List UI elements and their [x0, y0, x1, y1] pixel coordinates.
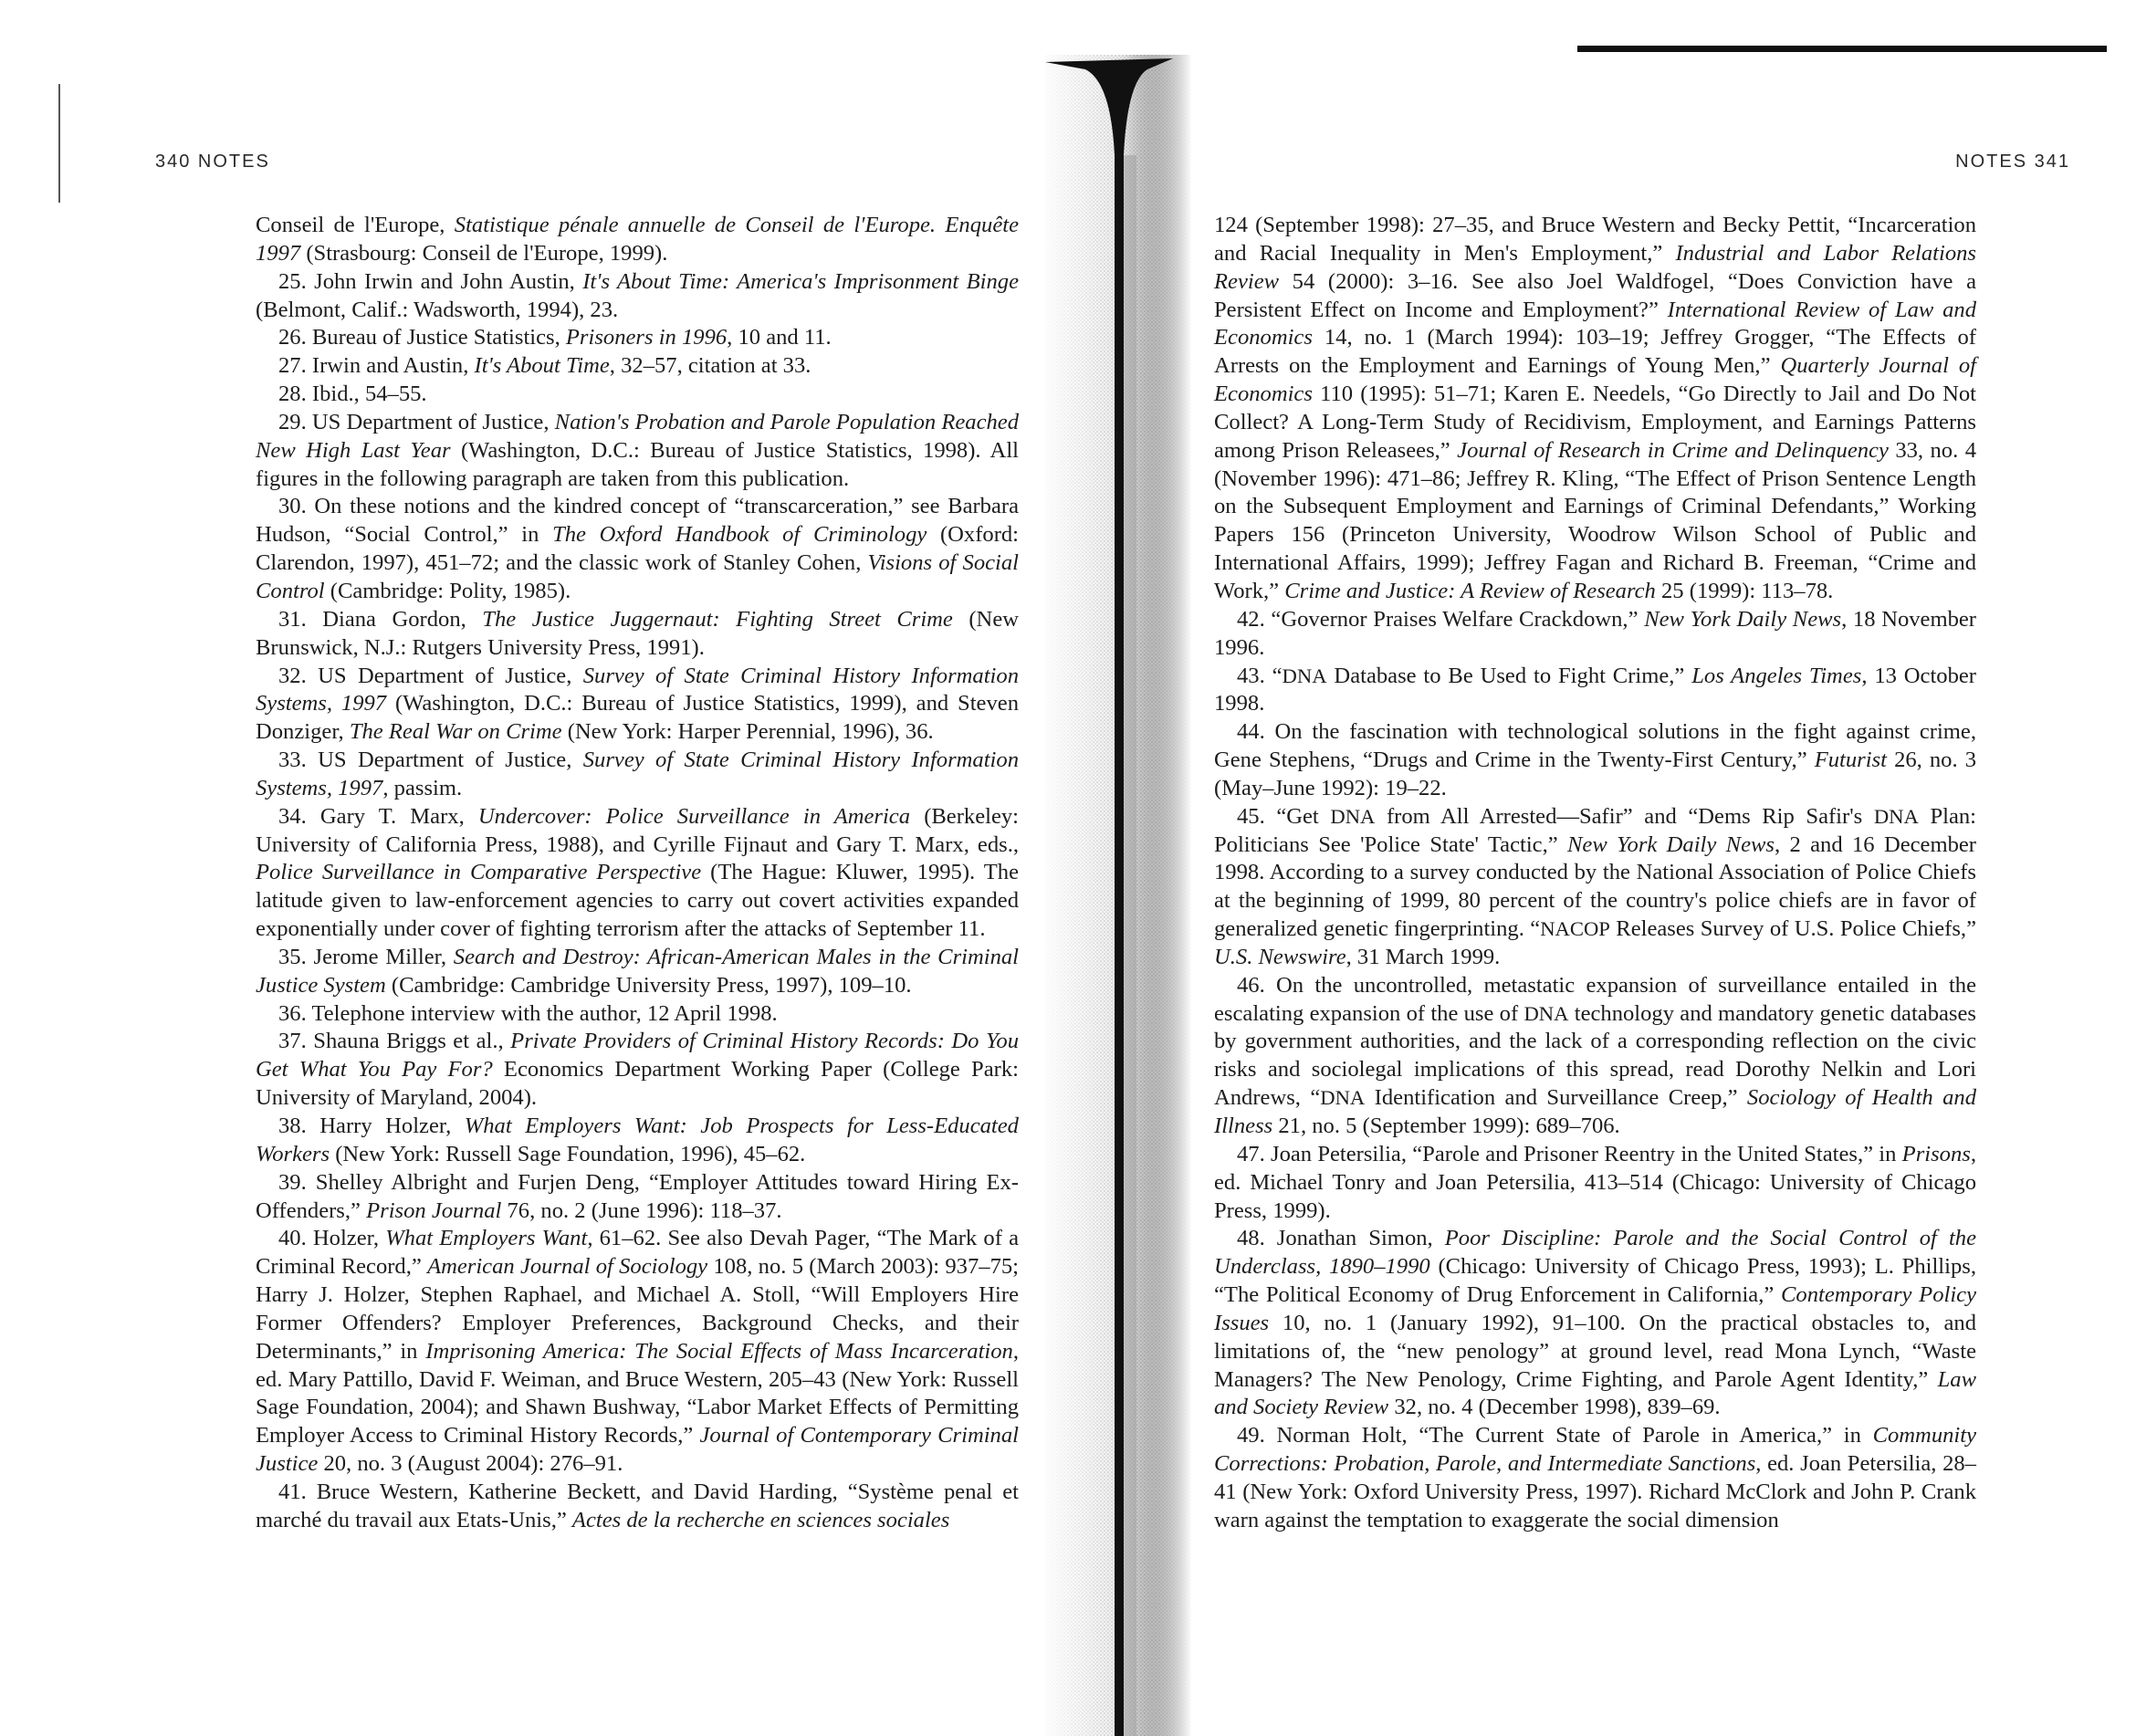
note-text: 31. Diana Gordon, [278, 606, 483, 632]
note-text: DNA [1330, 804, 1376, 828]
note-n44 [1214, 718, 1976, 803]
note-text: 46. On the uncontrolled, metastatic expansion of surveillance entailed in the escalating expansion of the use of [1214, 972, 1976, 1026]
note-n26 [256, 324, 1019, 352]
note-text: 39. Shelley Albright and Furjen Deng, “Employer Attitudes toward Hiring Ex-Offenders,” [256, 1169, 1019, 1223]
citation-title: Crime and Justice: A Review of Research [1284, 578, 1656, 603]
note-text: (The Hague: Kluwer, 1995). The latitude given to law-enforcement agencies to carry out covert activities expanded exponentially under cover of fighting terrorism after the attacks of September 11. [256, 860, 1019, 942]
citation-title: Undercover: Police Surveillance in America [477, 803, 911, 829]
note-n33 [256, 747, 1019, 803]
citation-title: Prisoners in 1996 [565, 325, 728, 350]
citation-title: The Justice Juggernaut: Fighting Street Crime [482, 606, 953, 632]
note-text: , 32–57, citation at 33. [609, 353, 811, 379]
note-text: 32. US Department of Justice, [278, 663, 583, 688]
note-text: , 13 October 1998. [1214, 663, 1976, 716]
note-text: Conseil de l'Europe, [256, 213, 455, 237]
note-text: (Chicago: University of Chicago Press, 1993); L. Phillips, “The Political Economy of Drug Enforcement in California,” [1214, 1254, 1976, 1308]
note-text: 34. Gary T. Marx, [278, 803, 478, 829]
note-text: 33, no. 4 (November 1996): 471–86; Jeffrey R. Kling, “The Effect of Prison Sentence Length on the Subsequent Employment and Earnings of Criminal Defendants,” Working Papers 156 (Princeton University, Woodrow Wilson School of Public and International Affairs, 1999); Jeffrey Fagan and Richard B. Freeman, “Crime and Work,” [1214, 437, 1976, 603]
citation-title: Imprisoning America: The Social Effects of Mass Incarceration [425, 1338, 1013, 1364]
note-text: 49. Norman Holt, “The Current State of Parole in America,” in [1237, 1423, 1873, 1448]
note-text: (Strasbourg: Conseil de l'Europe, 1999). [300, 240, 668, 266]
note-text: 26. Bureau of Justice Statistics, [278, 325, 566, 350]
note-text: , 10 and 11. [727, 325, 832, 350]
note-n25 [256, 268, 1019, 325]
citation-title: Industrial and Labor Relations Review [1214, 240, 1976, 294]
citation-title: Prisons [1901, 1141, 1971, 1166]
note-text: from All Arrested—Safir” and “Dems Rip Safir's [1375, 803, 1874, 829]
note-n49 [1214, 1422, 1976, 1534]
citation-title: Los Angeles Times [1691, 663, 1862, 688]
note-text: , 61–62. See also Devah Pager, “The Mark of a Criminal Record,” [256, 1226, 1019, 1280]
note-text: DNA [1523, 1001, 1569, 1025]
note-text: 48. Jonathan Simon, [1237, 1226, 1445, 1251]
notes-text [1214, 212, 1976, 1535]
note-text: (Washington, D.C.: Bureau of Justice Statistics, 1999), and Steven Donziger, [256, 691, 1019, 745]
note-text: 29. US Department of Justice, [278, 409, 555, 434]
note-text: 44. On the fascination with technological solutions in the fight against crime, Gene Stephens, “Drugs and Crime in the Twenty-First Century,” [1214, 719, 1976, 773]
note-text: (New York: Russell Sage Foundation, 1996), 45–62. [330, 1141, 806, 1166]
note-text: (Washington, D.C.: Bureau of Justice Statistics, 1998). All figures in the following paragraph are taken from this publication. [256, 437, 1019, 491]
citation-title: Private Providers of Criminal History Records: Do You Get What You Pay For? [256, 1029, 1020, 1082]
note-n41 [256, 1479, 1019, 1535]
citation-title: Survey of State Criminal History Information Systems, 1997 [256, 748, 1019, 800]
citation-title: Visions of Social Control [256, 550, 1019, 603]
citation-title: Contemporary Policy Issues [1214, 1282, 1976, 1335]
citation-title: Nation's Probation and Parole Population Reached New High Last Year [256, 409, 1019, 463]
left-page [0, 0, 1063, 1736]
note-n28 [256, 381, 1019, 409]
note-n45 [1214, 803, 1976, 972]
citation-title: Futurist [1814, 748, 1887, 773]
citation-title: It's About Time [474, 353, 610, 379]
note-text: DNA [1873, 804, 1919, 828]
page-header: 340 NOTES [155, 152, 270, 172]
note-n36 [256, 1000, 1019, 1029]
note-text: 110 (1995): 51–71; Karen E. Needels, “Go Directly to Jail and Do Not Collect? A Long-Term Study of Recidivism, Employment, and Earnings Patterns among Prison Releasees,” [1214, 382, 1976, 463]
note-text: , 18 November 1996. [1214, 606, 1977, 660]
notes-text [256, 212, 1019, 1535]
note-text: , ed. Michael Tonry and Joan Petersilia, 413–514 (Chicago: University of Chicago Press, 1999). [1214, 1141, 1976, 1223]
note-n42 [1214, 606, 1976, 663]
note-n43 [1214, 663, 1976, 719]
note-text: 33. US Department of Justice, [278, 748, 583, 773]
note-n40 [256, 1225, 1019, 1479]
citation-title: New York Daily News [1644, 606, 1842, 632]
citation-title: What Employers Want [385, 1226, 588, 1251]
note-n39 [256, 1169, 1019, 1226]
note-text: 37. Shauna Briggs et al., [278, 1029, 511, 1054]
note-text: , 31 March 1999. [1345, 944, 1501, 969]
citation-title: Community Corrections: Probation, Parole, and Intermediate Sanctions [1214, 1423, 1976, 1477]
note-text: 40. Holzer, [278, 1226, 386, 1251]
note-text: 45. “Get [1237, 803, 1331, 829]
note-text: 32, no. 4 (December 1998), 839–69. [1388, 1395, 1721, 1420]
note-n34 [256, 803, 1019, 944]
note-text: 25 (1999): 113–78. [1655, 578, 1834, 603]
note-text: , ed. Joan Petersilia, 28–41 (New York: Oxford University Press, 1997). Richard McClork and John P. Crank warn against the temptation to exaggerate the social dimension [1214, 1451, 1976, 1532]
note-text: Database to Be Used to Fight Crime,” [1326, 663, 1692, 688]
note-text: (New York: Harper Perennial, 1996), 36. [561, 719, 934, 745]
note-text: 35. Jerome Miller, [278, 944, 454, 969]
note-text: 36. Telephone interview with the author, 12 April 1998. [278, 1000, 778, 1026]
citation-title: Statistique pénale annuelle de Conseil de l'Europe. Enquête 1997 [256, 213, 1019, 266]
note-text: 30. On these notions and the kindred concept of “transcarceration,” see Barbara Hudson, “Social Control,” in [256, 494, 1019, 548]
note-text: 41. Bruce Western, Katherine Beckett, and David Harding, “Système penal et marché du travail aux Etats-Unis,” [256, 1479, 1019, 1532]
note-n38 [256, 1113, 1019, 1169]
note-n47 [1214, 1141, 1976, 1226]
citation-title: Police Surveillance in Comparative Perspective [256, 860, 702, 885]
note-text: 10, no. 1 (January 1992), 91–100. On the practical obstacles to, and limitations of, the “new penology” at ground level, read Mona Lynch, “Waste Managers? The New Penology, Crime Fighting, and Parole Agent Identity,” [1214, 1310, 1976, 1392]
note-text: (Berkeley: University of California Press, 1988), and Cyrille Fijnaut and Gary T. Marx, eds., [256, 803, 1019, 857]
citation-title: The Real War on Crime [349, 719, 562, 745]
note-text: 26, no. 3 (May–June 1992): 19–22. [1214, 748, 1977, 800]
note-n35 [256, 944, 1019, 1000]
note-text: (Oxford: Clarendon, 1997), 451–72; and the classic work of Stanley Cohen, [256, 522, 1020, 576]
note-text: 42. “Governor Praises Welfare Crackdown,” [1237, 606, 1645, 632]
note-n27 [256, 352, 1019, 381]
note-text: 108, no. 5 (March 2003): 937–75; Harry J. Holzer, Stephen Raphael, and Michael A. Stoll, “Will Employers Hire Former Offenders? Employer Preferences, Background Checks, and their Determinants,” in [256, 1254, 1019, 1364]
note-text: 25. John Irwin and John Austin, [278, 268, 583, 294]
note-text: 28. Ibid., 54–55. [278, 382, 427, 407]
note-text: (New Brunswick, N.J.: Rutgers University Press, 1991). [256, 606, 1019, 660]
note-text: 27. Irwin and Austin, [278, 353, 475, 379]
note-text: , ed. Mary Pattillo, David F. Weiman, and Bruce Western, 205–43 (New York: Russell Sage Foundation, 2004); and Shawn Bushway, “Labor Market Effects of Permitting Employer Access to Criminal History Records,” [256, 1338, 1019, 1448]
note-text: 14, no. 1 (March 1994): 103–19; Jeffrey Grogger, “The Effects of Arrests on the Employment and Earnings of Young Men,” [1214, 325, 1976, 379]
note-text: 43. “ [1237, 663, 1283, 688]
citation-title: Actes de la recherche en sciences sociales [571, 1507, 950, 1532]
note-text: Economics Department Working Paper (College Park: University of Maryland, 2004). [256, 1057, 1019, 1111]
note-text: (Cambridge: Polity, 1985). [324, 578, 571, 603]
note-continuation [1214, 212, 1976, 606]
right-page [1141, 0, 2136, 1736]
note-n32 [256, 663, 1019, 748]
citation-title: Journal of Contemporary Criminal Justice [256, 1423, 1019, 1477]
note-n29 [256, 409, 1019, 494]
note-text: DNA [1282, 664, 1327, 687]
note-text: NACOP [1540, 917, 1610, 941]
note-text: , passim. [382, 775, 463, 800]
citation-title: The Oxford Handbook of Criminology [552, 522, 927, 548]
note-text: (Belmont, Calif.: Wadsworth, 1994), 23. [256, 297, 619, 322]
note-text: 76, no. 2 (June 1996): 118–37. [501, 1197, 782, 1223]
citation-title: American Journal of Sociology [427, 1254, 708, 1280]
note-text: 21, no. 5 (September 1999): 689–706. [1272, 1114, 1620, 1138]
note-continuation [256, 212, 1019, 268]
citation-title: Quarterly Journal of Economics [1214, 353, 1976, 407]
citation-title: Search and Destroy: African-American Males in the Criminal Justice System [256, 944, 1020, 998]
note-text: 20, no. 3 (August 2004): 276–91. [318, 1451, 623, 1477]
note-text: technology and mandatory genetic databases by government authorities, and the lack of a corresponding reflection on the civic risks and sociolegal implications of this spread, read Dorothy Nelkin and Lori Andrews, “ [1214, 1000, 1976, 1111]
page-header: NOTES 341 [1955, 152, 2070, 172]
note-text: 124 (September 1998): 27–35, and Bruce Western and Becky Pettit, “Incarceration and Racial Inequality in Men's Employment,” [1214, 213, 1976, 266]
note-text: Releases Survey of U.S. Police Chiefs,” [1609, 916, 1976, 942]
citation-title: International Review of Law and Economics [1214, 297, 1976, 350]
citation-title: Law and Society Review [1214, 1366, 1976, 1420]
citation-title: Journal of Research in Crime and Delinquency [1457, 437, 1889, 463]
note-text: DNA [1320, 1086, 1366, 1110]
note-n48 [1214, 1225, 1976, 1422]
note-n31 [256, 606, 1019, 663]
note-n30 [256, 493, 1019, 605]
citation-title: New York Daily News [1567, 831, 1775, 857]
citation-title: Sociology of Health and Illness [1214, 1085, 1976, 1138]
note-text: Identification and Surveillance Creep,” [1365, 1085, 1747, 1111]
citation-title: It's About Time: America's Imprisonment Binge [582, 268, 1020, 294]
note-text: 47. Joan Petersilia, “Parole and Prisoner Reentry in the United States,” in [1237, 1141, 1902, 1166]
note-text: 38. Harry Holzer, [278, 1114, 465, 1138]
citation-title: U.S. Newswire [1214, 944, 1346, 969]
citation-title: What Employers Want: Job Prospects for Less-Educated Workers [256, 1114, 1019, 1166]
citation-title: Survey of State Criminal History Information Systems, 1997 [256, 663, 1019, 716]
note-n37 [256, 1028, 1019, 1113]
note-text: (Cambridge: Cambridge University Press, 1997), 109–10. [385, 972, 912, 998]
citation-title: Prison Journal [366, 1197, 502, 1223]
citation-title: Poor Discipline: Parole and the Social Control of the Underclass, 1890–1990 [1214, 1226, 1976, 1280]
note-text: Plan: Politicians See 'Police State' Tactic,” [1214, 803, 1976, 857]
note-text: 54 (2000): 3–16. See also Joel Waldfogel, “Does Conviction have a Persistent Effect on Income and Employment?” [1214, 268, 1976, 322]
note-n46 [1214, 972, 1976, 1141]
note-text: , 2 and 16 December 1998. According to a survey conducted by the National Association of Police Chiefs at the beginning of 1999, 80 percent of the country's police chiefs are in favor of generalized genetic fingerprinting. “ [1214, 831, 1977, 942]
